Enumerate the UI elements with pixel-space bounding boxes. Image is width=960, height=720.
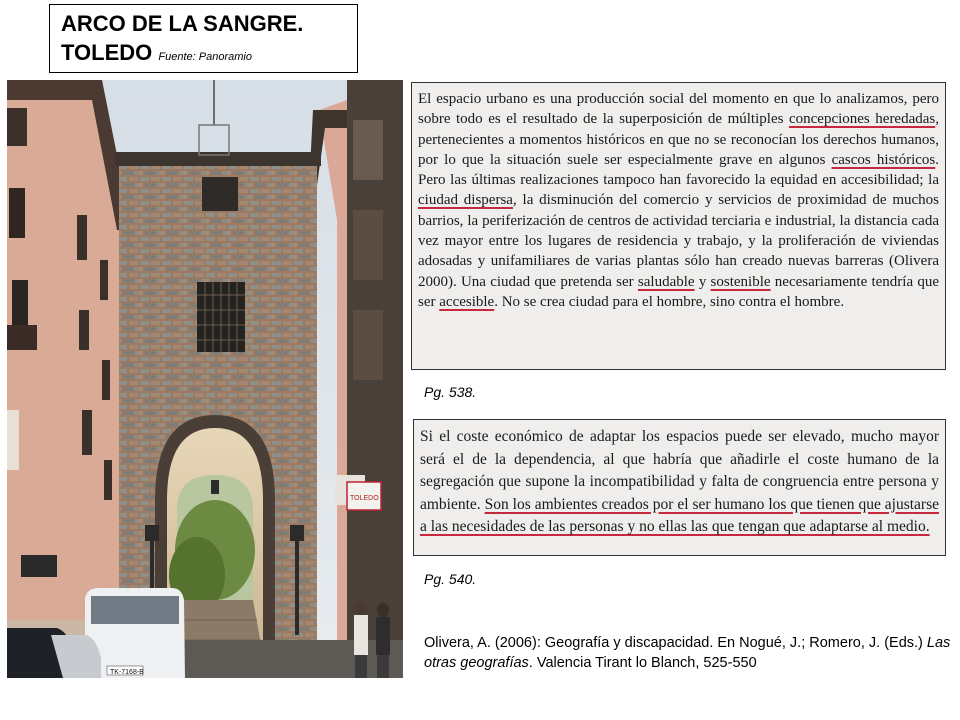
quote1-part-5: . Pero las últimas realizaciones tampoco han favorecido la equidad en accesibilidad; la <box>418 151 939 189</box>
title-box <box>49 4 358 73</box>
van-plate: TK-7168-B <box>110 669 144 676</box>
quote2-underline-ambientes: Son los ambientes creados por el ser humano los que tienen que ajustarse a las necesidades de las personas y no ellas las que tengan que adaptarse al medio. <box>420 495 940 535</box>
title-source: Fuente: Panoramio <box>158 51 252 63</box>
quote1-underline-saludable: saludable <box>637 273 695 290</box>
quote1-underline-cascos: cascos históricos <box>831 151 936 168</box>
title-line-1: ARCO DE LA SANGRE. <box>61 11 304 36</box>
page-ref-540: Pg. 540. <box>424 571 477 587</box>
arch-photo <box>7 80 403 678</box>
quote1-part-13: . No se crea ciudad para el hombre, sino contra el hombre. <box>494 293 845 310</box>
quote-scan-538 <box>411 82 946 370</box>
quote2-part-1: Si el coste económico de adaptar los espacios puede ser elevado, mucho mayor será el de la dependencia, al que habría que añadirle el coste humano de la segregación que supone la incompatibilidad y falta de congruencia entre persona y ambiente. <box>420 428 939 513</box>
quote-scan-540 <box>413 419 946 556</box>
page-ref-538: Pg. 538. <box>424 384 477 400</box>
quote1-part-1: El espacio urbano es una producción social del momento en que lo analizamos, pero sobre todo es el resultado de la superposición de múltiples <box>418 91 939 128</box>
arch-photo-illustration <box>7 80 403 678</box>
quote1-part-9: y <box>694 273 711 290</box>
quote1-part-7: , la disminución del comercio y servicios de proximidad de muchos barrios, la periferización de centros de actividad terciaria e industrial, la distancia cada vez mayor entre los lugares de residencia y trabajo, y la proliferación de viviendas adosadas y unifamiliares de varias plantas sólo han creado nuevas barreras (Olivera 2000). Una ciudad que pretenda ser <box>418 192 940 290</box>
bibliographic-reference <box>424 633 954 673</box>
title-city: TOLEDO <box>61 40 153 65</box>
quote1-underline-sostenible: sostenible <box>710 273 771 290</box>
shop-sign-text: TOLEDO <box>350 495 379 502</box>
quote1-underline-accesible: accesible <box>439 293 495 310</box>
title-line-2 <box>61 38 357 72</box>
quote1-underline-ciudad: ciudad dispersa <box>418 192 513 209</box>
quote1-part-11: necesariamente tendría que ser <box>418 273 939 310</box>
reference-book-title: Las otras geografías <box>424 635 951 671</box>
quote1-underline-concepciones: concepciones heredadas <box>788 111 936 128</box>
quote1-part-3: , pertenecientes a momentos históricos en que no se reconocían los derechos humanos, por lo que la situación suele ser especialmente grave en algunos <box>418 111 939 168</box>
reference-before: Olivera, A. (2006): Geografía y discapacidad. En Nogué, J.; Romero, J. (Eds.) <box>424 635 927 651</box>
reference-after: . Valencia Tirant lo Blanch, 525-550 <box>528 655 757 671</box>
